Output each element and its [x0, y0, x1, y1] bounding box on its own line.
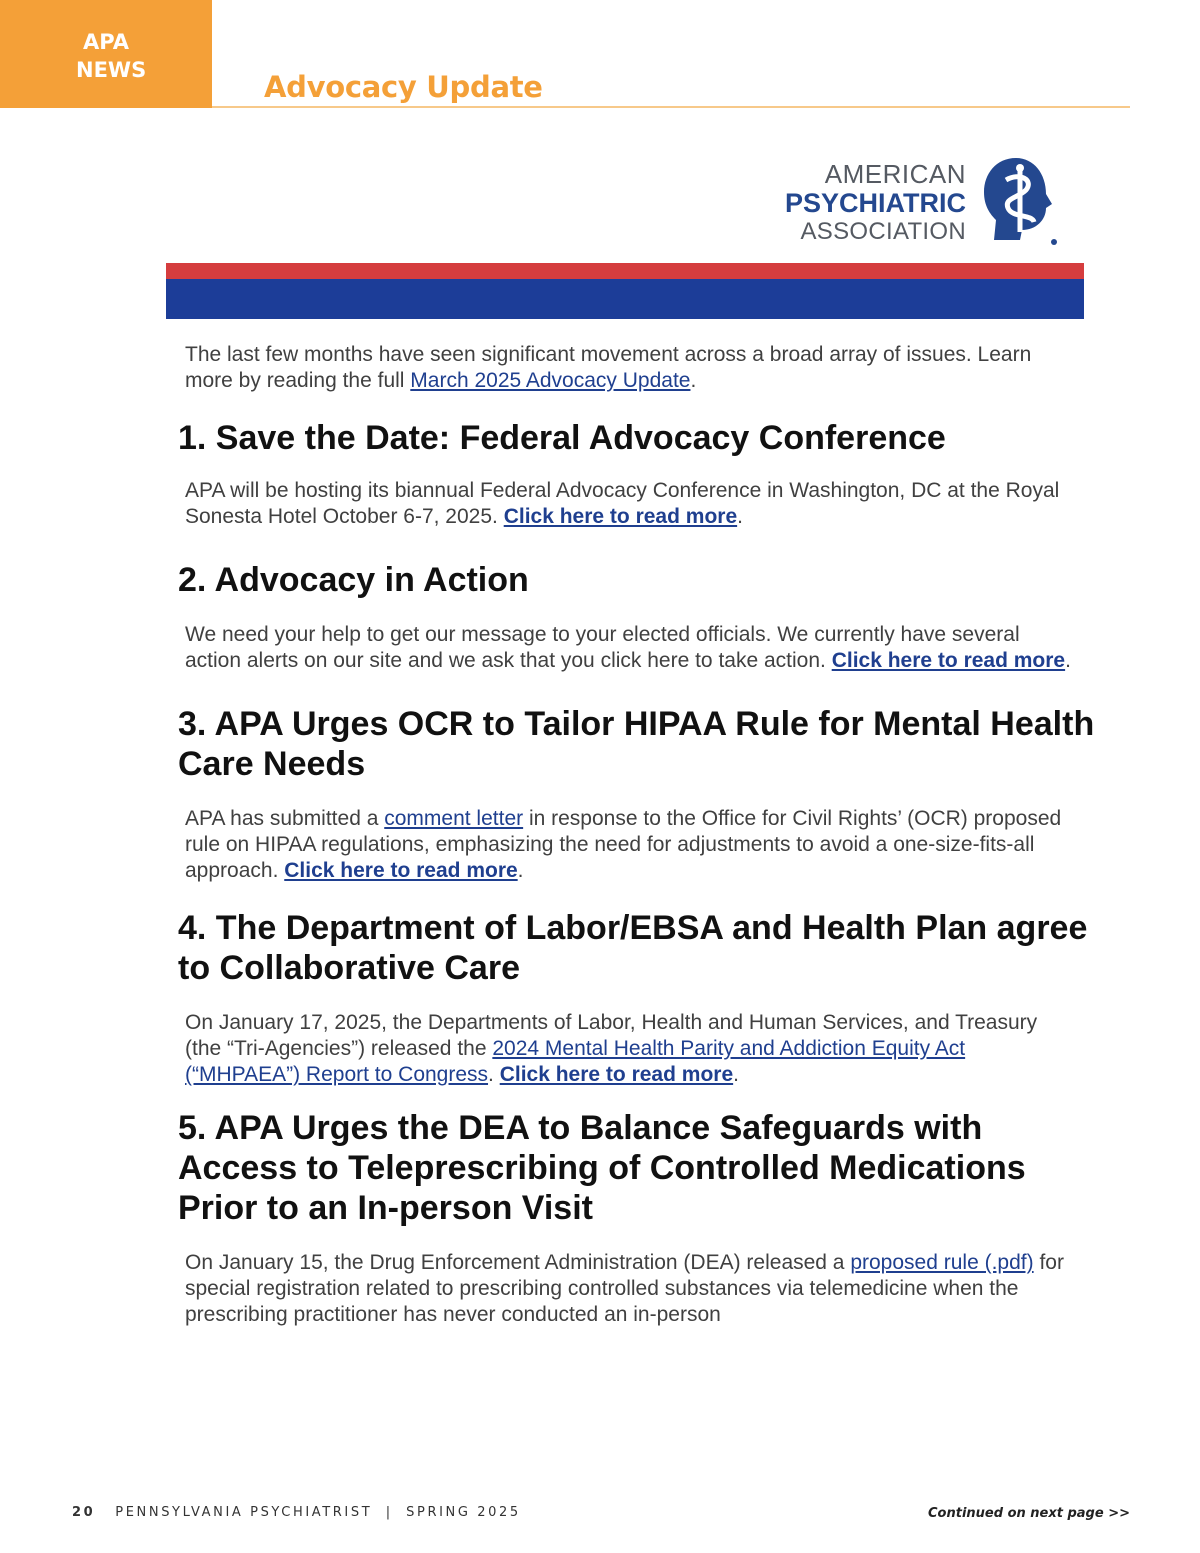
section-1-read-more-link[interactable]: Click here to read more [503, 505, 738, 528]
section-4-text-cont: . [488, 1063, 500, 1086]
logo-line-association: ASSOCIATION [800, 218, 966, 245]
continued-note: Continued on next page >> [928, 1506, 1130, 1521]
tag-line-apa: APA [83, 30, 129, 54]
section-1-end: . [737, 505, 743, 528]
section-3-heading: 3. APA Urges OCR to Tailor HIPAA Rule for Mental Health Care Needs [178, 705, 1095, 783]
logo-line-psychiatric: PSYCHIATRIC [784, 188, 966, 218]
march-advocacy-update-link[interactable]: March 2025 Advocacy Update [410, 369, 691, 392]
article-content [178, 340, 1108, 1328]
section-2-read-more-link[interactable]: Click here to read more [831, 649, 1066, 672]
proposed-rule-pdf-link[interactable]: proposed rule (.pdf) [850, 1251, 1034, 1274]
intro-text: The last few months have seen significant movement across a broad array of issues. Learn more by reading the full [185, 343, 1032, 392]
intro-paragraph [185, 342, 1075, 394]
section-2-heading: 2. Advocacy in Action [178, 561, 529, 599]
title-divider [212, 106, 1130, 108]
apa-news-label [76, 28, 147, 84]
publication-name: PENNSYLVANIA PSYCHIATRIST | SPRING 2025 [115, 1505, 521, 1520]
section-3-text: APA has submitted a [185, 807, 385, 830]
section-4-heading: 4. The Department of Labor/EBSA and Health Plan agree to Collaborative Care [178, 909, 1088, 987]
section-5-text: On January 15, the Drug Enforcement Administration (DEA) released a [185, 1251, 851, 1274]
section-3-text-cont: in response to the Office for Civil Rights’ (OCR) proposed rule on HIPAA regulations, emphasizing the need for adjustments to avoid a one-size-fits-all approach. [185, 807, 1062, 882]
section-1-text: APA will be hosting its biannual Federal Advocacy Conference in Washington, DC at the Royal Sonesta Hotel October 6-7, 2025. [185, 479, 1060, 528]
section-title: Advocacy Update [264, 70, 543, 104]
section-2-body [185, 622, 1075, 674]
section-3-end: . [517, 859, 524, 882]
section-5-body [185, 1250, 1075, 1328]
apa-news-tag [0, 0, 212, 108]
banner-red-stripe [166, 263, 1084, 279]
page-footer [72, 1505, 521, 1520]
section-5-text-cont: for special registration related to prescribing controlled substances via telemedicine when the prescribing practitioner has never conducted an in-person [185, 1251, 1064, 1326]
section-5-heading: 5. APA Urges the DEA to Balance Safeguards with Access to Teleprescribing of Controlled Medications Prior to an In-person Visit [178, 1109, 1026, 1227]
caduceus-head-icon [976, 154, 1058, 246]
section-4-end: . [733, 1063, 739, 1086]
section-2-text: We need your help to get our message to your elected officials. We currently have several action alerts on our site and we ask that you click here to take action. [185, 623, 1020, 672]
section-4-body [185, 1010, 1075, 1088]
comment-letter-link[interactable]: comment letter [384, 807, 524, 830]
section-3-body [185, 806, 1075, 884]
tag-line-news: NEWS [76, 58, 147, 82]
intro-end: . [690, 369, 697, 392]
section-3-read-more-link[interactable]: Click here to read more [284, 859, 518, 882]
section-1-heading: 1. Save the Date: Federal Advocacy Conference [178, 419, 946, 457]
logo-line-american: AMERICAN [824, 159, 966, 189]
section-4-text: On January 17, 2025, the Departments of Labor, Health and Human Services, and Treasury (the “Tri-Agencies”) released the [185, 1011, 1038, 1060]
banner-blue-stripe [166, 279, 1084, 319]
logo-wordmark [770, 160, 966, 246]
apa-logo [770, 150, 1070, 250]
section-1-body [185, 478, 1075, 530]
page-number: 20 [72, 1505, 96, 1520]
mhpaea-report-link[interactable]: 2024 Mental Health Parity and Addiction Equity Act (“MHPAEA”) Report to Congress [185, 1037, 966, 1086]
section-2-end: . [1065, 649, 1071, 672]
section-4-read-more-link[interactable]: Click here to read more [499, 1063, 734, 1086]
